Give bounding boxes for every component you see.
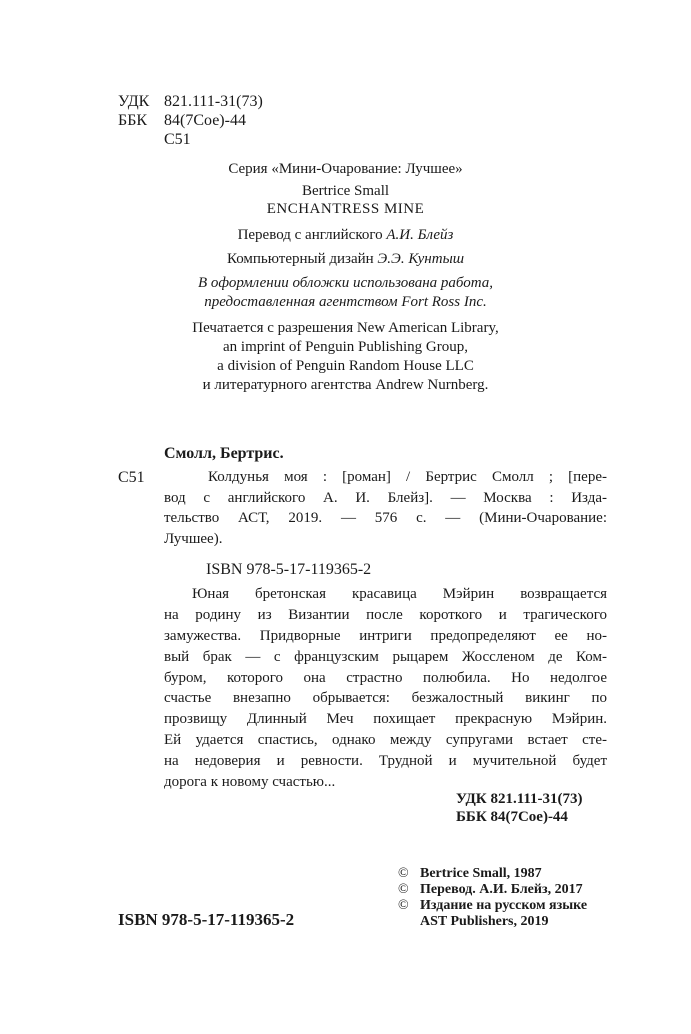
design-credit <box>0 250 691 268</box>
annotation-line: прозвищу Длинный Меч похищает прекрасную Мэйрин. <box>164 711 607 728</box>
copyright-line <box>398 866 542 882</box>
catalog-description-line: вод с английского А. И. Блейз]. — Москва : Изда- <box>164 489 607 506</box>
footer-udk: УДК 821.111-31(73) <box>456 791 583 807</box>
annotation-line: буром, которого она страстно полюбила. Но недолгое <box>164 669 607 686</box>
permission-line-4: и литературного агентства Andrew Nurnberg. <box>202 377 489 393</box>
bbk-value: 84(7Сое)-44 <box>164 112 246 129</box>
bbk-label: ББК <box>118 112 148 129</box>
isbn-bottom: ISBN 978-5-17-119365-2 <box>118 910 295 929</box>
author-mark: С51 <box>164 131 191 148</box>
annotation-line: счастье внезапно обрывается: безжалостный викинг по <box>164 690 607 707</box>
copyright-symbol: © <box>398 882 409 897</box>
udk-label: УДК <box>118 93 150 110</box>
bbk-line <box>118 111 246 130</box>
copyright-symbol: © <box>398 866 409 881</box>
copyright-text: Перевод. А.И. Блейз, 2017 <box>420 882 583 897</box>
udk-value: 821.111-31(73) <box>164 93 263 110</box>
permission-line-3: a division of Penguin Random House LLC <box>217 358 474 374</box>
designer-name: Э.Э. Кунтыш <box>377 251 465 267</box>
catalog-isbn: ISBN 978-5-17-119365-2 <box>206 561 372 578</box>
cover-note-line-2: предоставленная агентством Fort Ross Inc. <box>204 294 487 310</box>
annotation-line: дорога к новому счастью... <box>164 774 336 791</box>
udk-line <box>118 92 263 111</box>
catalog-description-line: Лучшее). <box>164 530 223 547</box>
annotation-line: замужества. Придворные интриги предопределяют ее но- <box>164 627 607 644</box>
permission-line-2: an imprint of Penguin Publishing Group, <box>223 339 468 355</box>
design-prefix: Компьютерный дизайн <box>226 251 378 267</box>
annotation-line: Ей удается спастись, однако между супругами встает сте- <box>164 732 607 749</box>
annotation <box>164 584 607 793</box>
translation-credit <box>0 226 691 244</box>
copyright-text: Bertrice Small, 1987 <box>420 866 542 881</box>
translator-name: А.И. Блейз <box>386 227 454 243</box>
permission-line-1: Печатается с разрешения New American Library, <box>192 320 499 336</box>
copyright-text: AST Publishers, 2019 <box>420 914 549 929</box>
copyright-line <box>398 914 549 930</box>
copyright-text: Издание на русском языке <box>420 898 588 913</box>
catalog-description-line: тельство АСТ, 2019. — 576 с. — (Мини-Очарование: <box>164 510 607 526</box>
original-author: Bertrice Small <box>301 183 390 199</box>
catalog-description <box>164 467 607 549</box>
footer-bbk: ББК 84(7Сое)-44 <box>456 809 568 825</box>
copyright-line <box>398 882 583 898</box>
original-title: ENCHANTRESS MINE <box>266 201 425 217</box>
catalog-description-line: Колдунья моя : [роман] / Бертрис Смолл ; [пере- <box>208 469 607 485</box>
annotation-line: вый брак — с французским рыцарем Жоссленом де Ком- <box>164 648 607 665</box>
annotation-line: Юная бретонская красавица Мэйрин возвращается <box>192 586 607 602</box>
annotation-line: на родину из Византии после короткого и трагического <box>164 606 607 623</box>
copyright-line <box>398 898 587 914</box>
catalog-author-heading: Смолл, Бертрис. <box>164 445 284 462</box>
annotation-line: на недоверия и ревности. Трудной и мучительной будет <box>164 753 607 770</box>
copyright-symbol: © <box>398 898 409 913</box>
series-line: Серия «Мини-Очарование: Лучшее» <box>228 161 463 177</box>
catalog-mark: С51 <box>118 469 145 486</box>
cover-note-line-1: В оформлении обложки использована работа, <box>197 275 493 291</box>
translation-prefix: Перевод с английского <box>237 227 387 243</box>
